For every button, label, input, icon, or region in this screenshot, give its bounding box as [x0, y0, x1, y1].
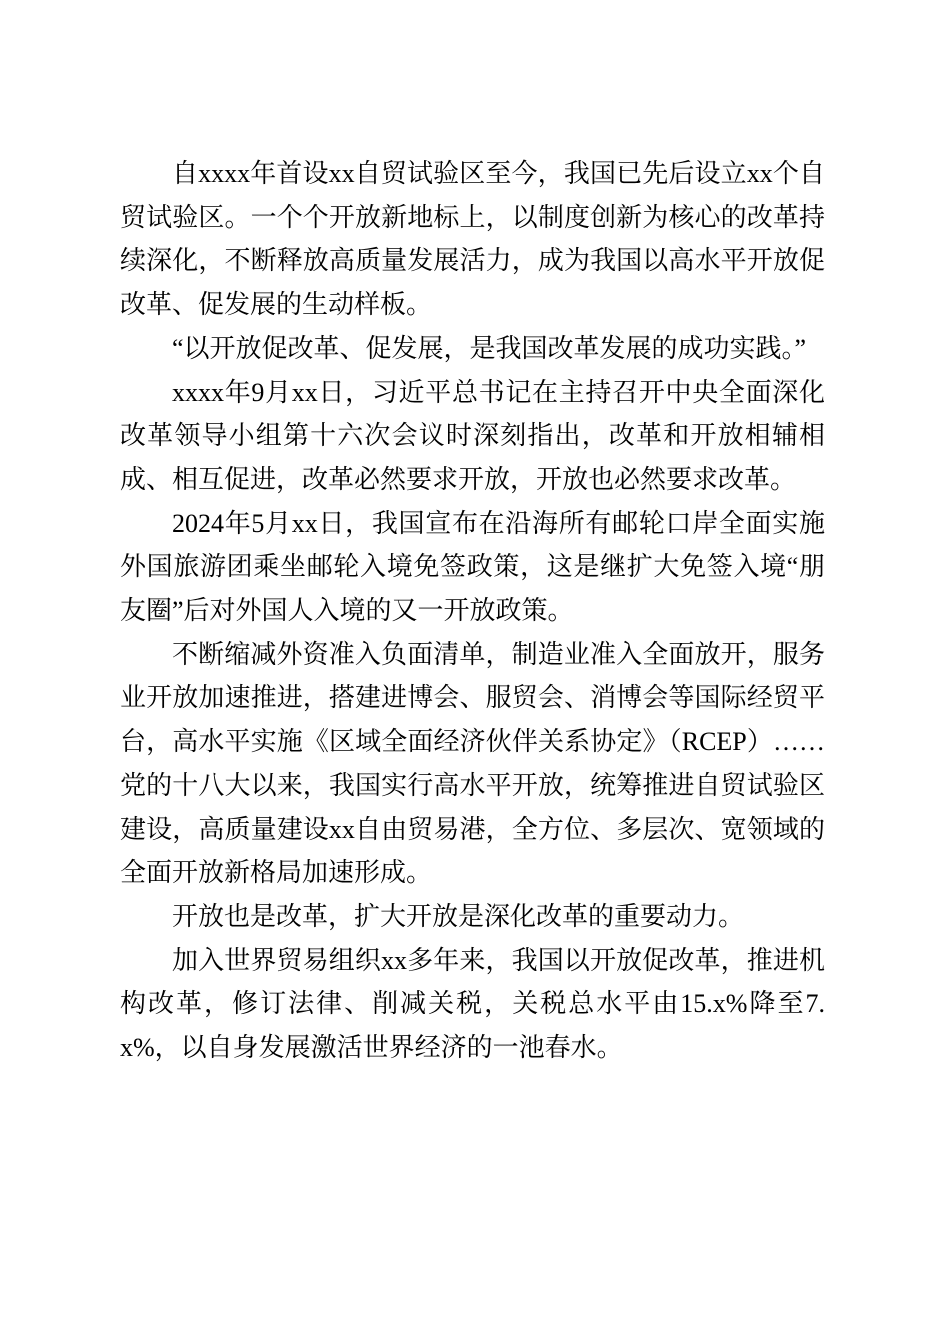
paragraph: 开放也是改革，扩大开放是深化改革的重要动力。	[172, 901, 745, 931]
paragraph: “以开放促改革、促发展，是我国改革发展的成功实践。”	[172, 333, 807, 363]
document-body	[120, 152, 825, 1070]
paragraph: 2024年5月xx日，我国宣布在沿海所有邮轮口岸全面实施外国旅游团乘坐邮轮入境免签政策，这是继扩大免签入境“朋友圈”后对外国人入境的又一开放政策。	[120, 508, 825, 626]
paragraph: 加入世界贸易组织xx多年来，我国以开放促改革，推进机构改革，修订法律、削减关税，关税总水平由15.x%降至7.x%，以自身发展激活世界经济的一池春水。	[120, 945, 825, 1063]
paragraph: xxxx年9月xx日，习近平总书记在主持召开中央全面深化改革领导小组第十六次会议时深刻指出，改革和开放相辅相成、相互促进，改革必然要求开放，开放也必然要求改革。	[120, 377, 825, 494]
paragraph: 不断缩减外资准入负面清单，制造业准入全面放开，服务业开放加速推进，搭建进博会、服贸会、消博会等国际经贸平台，高水平实施《区域全面经济伙伴关系协定》（RCEP）……党的十八大以来，我国实行高水平开放，统筹推进自贸试验区建设，高质量建设xx自由贸易港，全方位、多层次、宽领域的全面开放新格局加速形成。	[120, 639, 825, 888]
paragraph: 自xxxx年首设xx自贸试验区至今，我国已先后设立xx个自贸试验区。一个个开放新地标上，以制度创新为核心的改革持续深化，不断释放高质量发展活力，成为我国以高水平开放促改革、促发展的生动样板。	[120, 159, 825, 320]
